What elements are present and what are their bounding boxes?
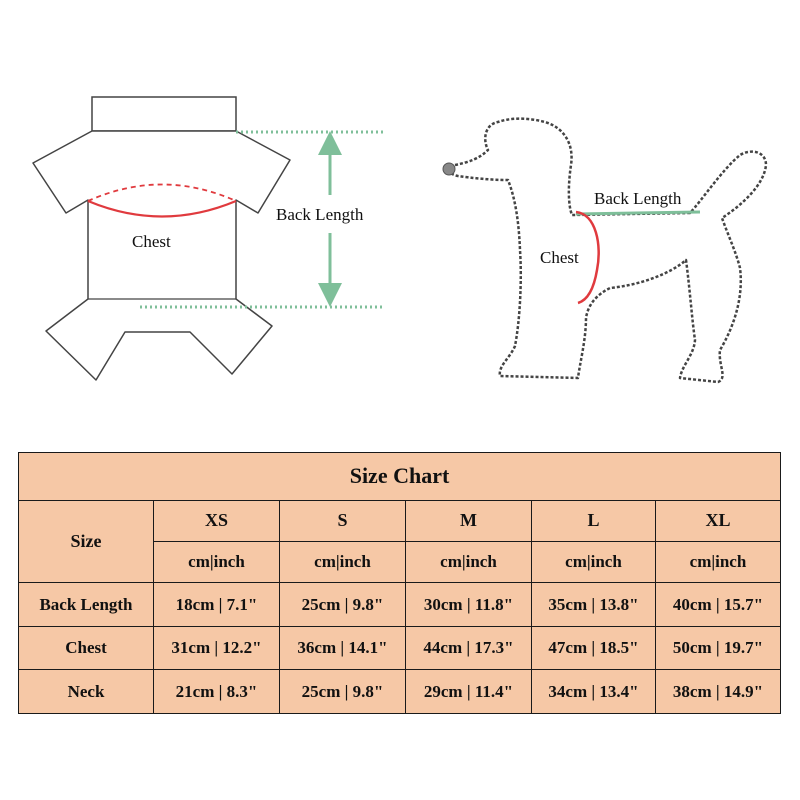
dog-back-length-line <box>576 212 700 214</box>
table-cell: 44cm | 17.3" <box>406 626 532 670</box>
dog-back-length-label: Back Length <box>594 189 682 208</box>
table-cell: 31cm | 12.2" <box>154 626 280 670</box>
row-label: Chest <box>19 626 154 670</box>
table-cell: 35cm | 13.8" <box>532 583 656 627</box>
unit-label-cell: cm|inch <box>154 542 280 583</box>
unit-label-cell: cm|inch <box>280 542 406 583</box>
size-chart-title: Size Chart <box>19 453 781 501</box>
garment-collar <box>92 97 236 131</box>
table-size-row <box>19 500 781 541</box>
unit-label-cell: cm|inch <box>406 542 532 583</box>
garment-back-length-label: Back Length <box>276 205 364 224</box>
garment-chest-label: Chest <box>132 232 171 251</box>
row-label: Neck <box>19 670 154 714</box>
dog-outline <box>450 119 766 382</box>
dog-nose-icon <box>443 163 455 175</box>
row-label: Back Length <box>19 583 154 627</box>
garment-body-outline <box>33 131 290 380</box>
unit-label-cell: cm|inch <box>532 542 656 583</box>
table-cell: 29cm | 11.4" <box>406 670 532 714</box>
size-header-cell: Size <box>19 500 154 583</box>
table-cell: 47cm | 18.5" <box>532 626 656 670</box>
table-cell: 34cm | 13.4" <box>532 670 656 714</box>
size-m-header: M <box>406 500 532 541</box>
table-cell: 25cm | 9.8" <box>280 583 406 627</box>
unit-label-cell: cm|inch <box>656 542 781 583</box>
size-xl-header: XL <box>656 500 781 541</box>
table-row-neck <box>19 670 781 714</box>
size-chart-table <box>18 452 781 714</box>
dog-chest-label: Chest <box>540 248 579 267</box>
size-s-header: S <box>280 500 406 541</box>
table-cell: 36cm | 14.1" <box>280 626 406 670</box>
table-cell: 21cm | 8.3" <box>154 670 280 714</box>
table-row-chest <box>19 626 781 670</box>
size-xs-header: XS <box>154 500 280 541</box>
table-row-back-length <box>19 583 781 627</box>
table-cell: 30cm | 11.8" <box>406 583 532 627</box>
table-cell: 25cm | 9.8" <box>280 670 406 714</box>
table-title-row <box>19 453 781 501</box>
table-cell: 18cm | 7.1" <box>154 583 280 627</box>
dog-diagram <box>443 119 766 382</box>
size-l-header: L <box>532 500 656 541</box>
table-cell: 40cm | 15.7" <box>656 583 781 627</box>
garment-diagram <box>33 97 383 380</box>
table-cell: 38cm | 14.9" <box>656 670 781 714</box>
table-cell: 50cm | 19.7" <box>656 626 781 670</box>
